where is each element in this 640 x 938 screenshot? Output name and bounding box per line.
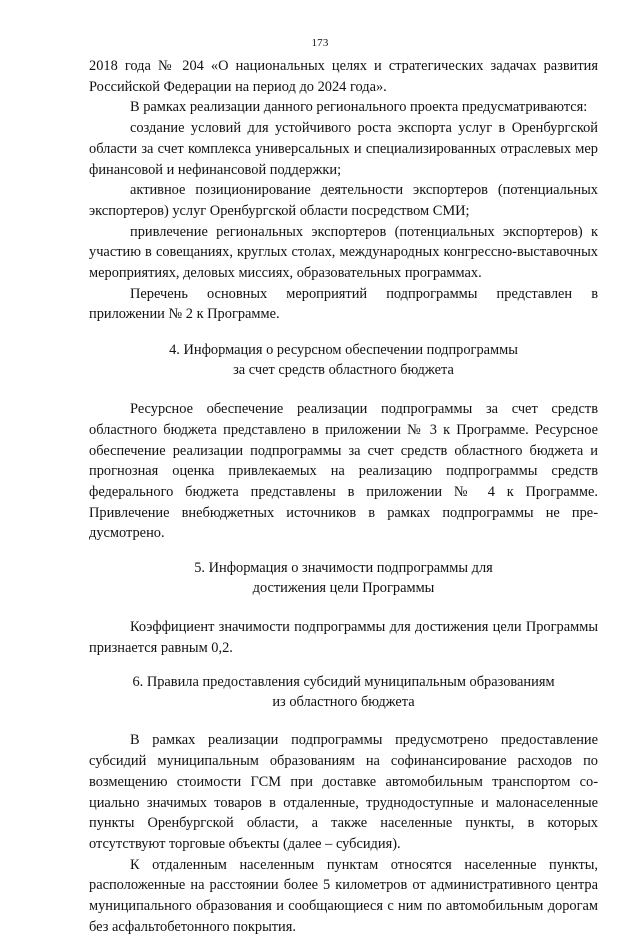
- section-4-heading: [89, 340, 598, 380]
- paragraph-measures-list: Перечень основных мероприятий подпрограммы представлен в приложении № 2 к Программе.: [89, 285, 598, 323]
- section-6-heading: [89, 672, 598, 712]
- paragraph-resource-provision: Ресурсное обеспечение реализации подпрограммы за счет средств областного бюджета представлено в приложении № 3 к Программе. Ресурсное обеспечение реализации подпрограммы за счет средств областного бюджета и прогнозная оценка привлекаемых на реализацию подпрограммы средств федерального бюджета представлены в приложении № 4 к Программе. Привлечение внебюджетных источников в рамках подпрограммы не предусмотрено.: [89, 401, 598, 542]
- section-6-heading-line1: 6. Правила предоставления субсидий муниципальным образованиям: [132, 674, 555, 691]
- section-4-heading-line2: за счет средств областного бюджета: [233, 362, 454, 379]
- paragraph-project-intro: В рамках реализации данного регионального проекта предусматриваются:: [130, 99, 588, 116]
- section-5-heading-line2: достижения цели Программы: [252, 580, 435, 597]
- paragraph-subsidies: В рамках реализации подпрограммы предусмотрено предоставление субсидий муниципальным образованиям на софинансирование расходов по возмещению стоимости ГСМ при доставке автомобильным транспортом социально значимых товаров в отдаленные, труднодоступные и малонаселенные пункты Оренбургской области, а также населенные пункты, в которых отсутствуют торговые объекты (далее – субсидия).: [89, 732, 598, 852]
- page-number: 173: [311, 37, 329, 49]
- section-5-heading: [89, 558, 598, 598]
- document-body: [89, 56, 598, 938]
- paragraph-positioning: активное позиционирование деятельности экспортеров (потенциальных экспортеров) услуг Оренбургской области посредством СМИ;: [89, 182, 598, 219]
- section-5-heading-line1: 5. Информация о значимости подпрограммы для: [194, 560, 493, 577]
- paragraph-significance: Коэффициент значимости подпрограммы для достижения цели Программы признается равным 0,2.: [89, 619, 598, 656]
- paragraph-conditions: создание условий для устойчивого роста экспорта услуг в Оренбургской области за счет комплекса универсальных и специализированных отраслевых мер финансовой и нефинансовой поддержки;: [89, 120, 598, 178]
- paragraph-decree-reference: 2018 года № 204 «О национальных целях и стратегических задачах развития Российской Федерации на период до 2024 года».: [89, 58, 598, 95]
- section-4-heading-line1: 4. Информация о ресурсном обеспечении подпрограммы: [169, 342, 518, 359]
- section-6-heading-line2: из областного бюджета: [272, 694, 415, 711]
- paragraph-remote-settlements: К отдаленным населенным пунктам относятся населенные пункты, расположенные на расстоянии более 5 километров от административного центра муниципального образования и сообщающиеся с ним по автомобильным дорогам без асфальтобетонного покрытия.: [89, 856, 598, 935]
- paragraph-involvement: привлечение региональных экспортеров (потенциальных экспортеров) к участию в совещаниях, круглых столах, международных конгрессно-выставочных мероприятиях, деловых миссиях, образовательных программах.: [89, 223, 598, 282]
